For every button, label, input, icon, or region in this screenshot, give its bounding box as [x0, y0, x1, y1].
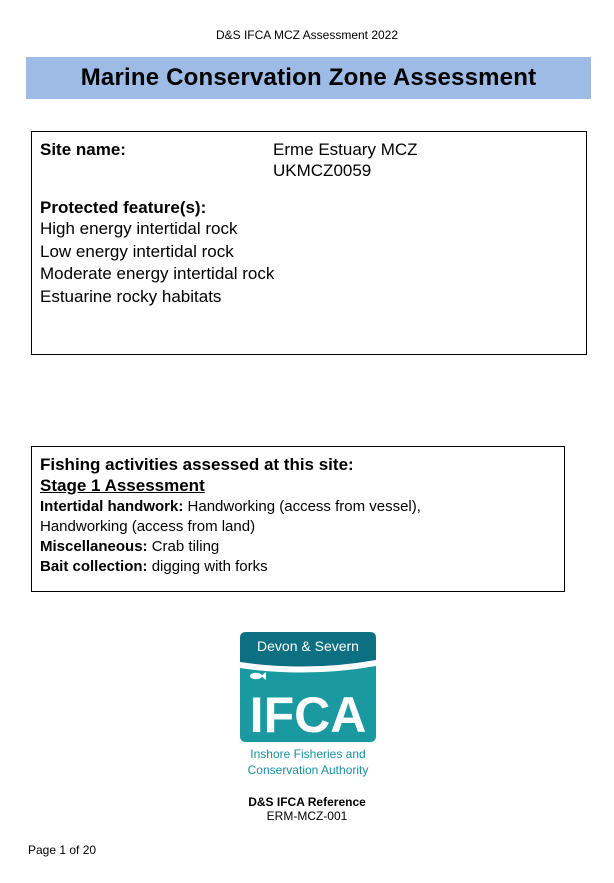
stage-heading: Stage 1 Assessment: [40, 476, 205, 495]
activity-line: [40, 497, 556, 517]
page-title: Marine Conservation Zone Assessment: [80, 64, 537, 91]
activity-value: digging with forks: [151, 558, 268, 575]
protected-features-label: Protected feature(s):: [40, 198, 207, 217]
site-name-row: [40, 139, 578, 181]
fishing-activities-box: [31, 446, 565, 592]
site-info-box: [31, 131, 587, 355]
activity-label: Bait collection:: [40, 558, 148, 575]
site-name-value: Erme Estuary MCZ: [273, 140, 418, 159]
fishing-heading: Fishing activities assessed at this site:: [40, 455, 354, 474]
activity-line: [40, 557, 556, 577]
reference-code: ERM-MCZ-001: [266, 809, 348, 823]
page-number: Page 1 of 20: [28, 843, 97, 857]
page-header: D&S IFCA MCZ Assessment 2022: [215, 28, 399, 42]
activity-label: Miscellaneous:: [40, 538, 148, 555]
reference-title: D&S IFCA Reference: [248, 795, 366, 809]
activity-value: Crab tiling: [151, 538, 220, 555]
reference-block: [0, 795, 614, 823]
activity-value: Handworking (access from vessel),: [187, 498, 421, 515]
logo-top-text: Devon & Severn: [257, 638, 359, 654]
site-code-value: UKMCZ0059: [273, 161, 372, 180]
activity-line-continued: Handworking (access from land): [40, 518, 256, 535]
feature-item: Low energy intertidal rock: [40, 241, 234, 261]
logo-sub-line2: Conservation Authority: [247, 763, 369, 777]
feature-item: Estuarine rocky habitats: [40, 286, 222, 306]
logo-sub-line1: Inshore Fisheries and: [250, 747, 366, 761]
site-name-label: Site name:: [40, 140, 126, 159]
activity-line: [40, 537, 556, 557]
activity-label: Intertidal handwork:: [40, 498, 184, 515]
logo-main-text: IFCA: [249, 687, 367, 743]
feature-item: Moderate energy intertidal rock: [40, 264, 275, 283]
title-bar: [26, 57, 591, 99]
feature-item: High energy intertidal rock: [40, 219, 238, 238]
ifca-logo: [240, 632, 376, 780]
site-values: [273, 139, 418, 181]
